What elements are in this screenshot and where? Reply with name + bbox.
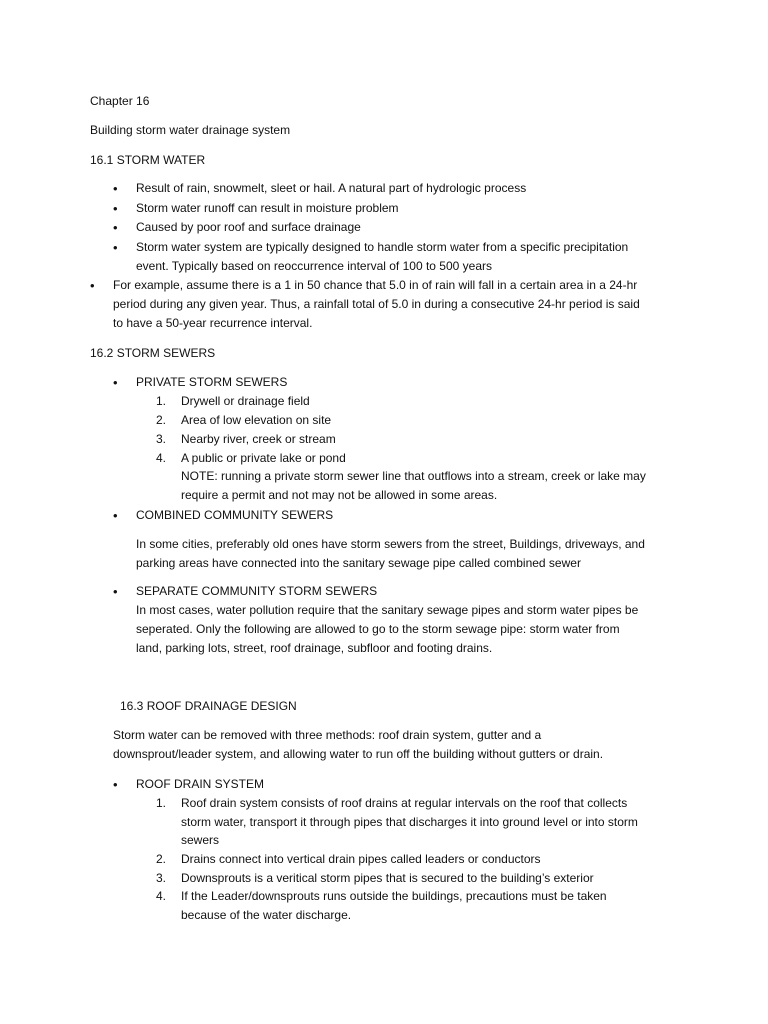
item-number: 4.	[156, 451, 167, 465]
paragraph-line: land, parking lots, street, roof drainage, subfloor and footing drains.	[136, 641, 493, 655]
example-paragraph-line: period during any given year. Thus, a rainfall total of 5.0 in during a consecutive 24-hr period is said	[113, 297, 640, 311]
item-number: 1.	[156, 394, 167, 408]
item-text: Nearby river, creek or stream	[181, 432, 336, 446]
numbered-item	[156, 887, 607, 906]
note-line: require a permit and not may not be allowed in some areas.	[181, 488, 498, 502]
item-number: 3.	[156, 871, 167, 885]
item-text: If the Leader/downsprouts runs outside the buildings, precautions must be taken	[181, 889, 607, 903]
subsection-roof-drain-system: • ROOF DRAIN SYSTEM	[136, 775, 264, 794]
list-item-continuation: event. Typically based on reoccurrence interval of 100 to 500 years	[136, 259, 492, 273]
section-heading-storm-sewers: 16.2 STORM SEWERS	[90, 346, 216, 360]
numbered-item	[156, 850, 541, 869]
paragraph-line: In some cities, preferably old ones have storm sewers from the street, Buildings, driveways, and	[136, 537, 645, 551]
numbered-item	[156, 411, 332, 430]
item-text: A public or private lake or pond	[181, 451, 346, 465]
item-number: 2.	[156, 852, 167, 866]
example-paragraph-line: to have a 50-year recurrence interval.	[113, 316, 313, 330]
paragraph-line: Storm water can be removed with three methods: roof drain system, gutter and a	[113, 728, 542, 742]
document-title: Building storm water drainage system	[90, 123, 291, 137]
list-item: • Result of rain, snowmelt, sleet or hail. A natural part of hydrologic process	[136, 179, 526, 198]
list-item: • Caused by poor roof and surface drainage	[136, 218, 361, 237]
chapter-label: Chapter 16	[90, 94, 150, 108]
item-text: Area of low elevation on site	[181, 413, 332, 427]
numbered-item-continuation: because of the water discharge.	[181, 908, 352, 922]
item-text: Drains connect into vertical drain pipes called leaders or conductors	[181, 852, 541, 866]
note-line: NOTE: running a private storm sewer line that outflows into a stream, creek or lake may	[181, 469, 646, 483]
numbered-item	[156, 392, 310, 411]
item-text: Drywell or drainage field	[181, 394, 310, 408]
numbered-item	[156, 449, 346, 468]
item-number: 2.	[156, 413, 167, 427]
item-number: 1.	[156, 796, 167, 810]
numbered-item-continuation: sewers	[181, 833, 220, 847]
numbered-item	[156, 869, 594, 888]
subsection-private-storm-sewers: • PRIVATE STORM SEWERS	[136, 373, 287, 392]
subsection-separate-community-storm-sewers: • SEPARATE COMMUNITY STORM SEWERS	[136, 582, 377, 601]
numbered-item	[156, 794, 628, 813]
item-number: 3.	[156, 432, 167, 446]
item-text: Downsprouts is a veritical storm pipes that is secured to the building’s exterior	[181, 871, 594, 885]
list-item: • Storm water runoff can result in moisture problem	[136, 199, 399, 218]
section-heading-storm-water: 16.1 STORM WATER	[90, 153, 206, 167]
example-paragraph-line: • For example, assume there is a 1 in 50 chance that 5.0 in of rain will fall in a certain area in a 24-hr	[113, 276, 637, 295]
numbered-item-continuation: storm water, transport it through pipes that discharges it into ground level or into storm	[181, 815, 638, 829]
numbered-item	[156, 430, 336, 449]
item-text: Roof drain system consists of roof drains at regular intervals on the roof that collects	[181, 796, 628, 810]
list-item: • Storm water system are typically designed to handle storm water from a specific precipitation	[136, 238, 628, 257]
paragraph-line: parking areas have connected into the sanitary sewage pipe called combined sewer	[136, 556, 581, 570]
item-number: 4.	[156, 889, 167, 903]
paragraph-line: In most cases, water pollution require that the sanitary sewage pipes and storm water pipes be	[136, 603, 639, 617]
paragraph-line: seperated. Only the following are allowed to go to the storm sewage pipe: storm water from	[136, 622, 620, 636]
subsection-combined-community-sewers: • COMBINED COMMUNITY SEWERS	[136, 506, 333, 525]
paragraph-line: downsprout/leader system, and allowing water to run off the building without gutters or drain.	[113, 747, 604, 761]
section-heading-roof-drainage-design: 16.3 ROOF DRAINAGE DESIGN	[120, 699, 297, 713]
